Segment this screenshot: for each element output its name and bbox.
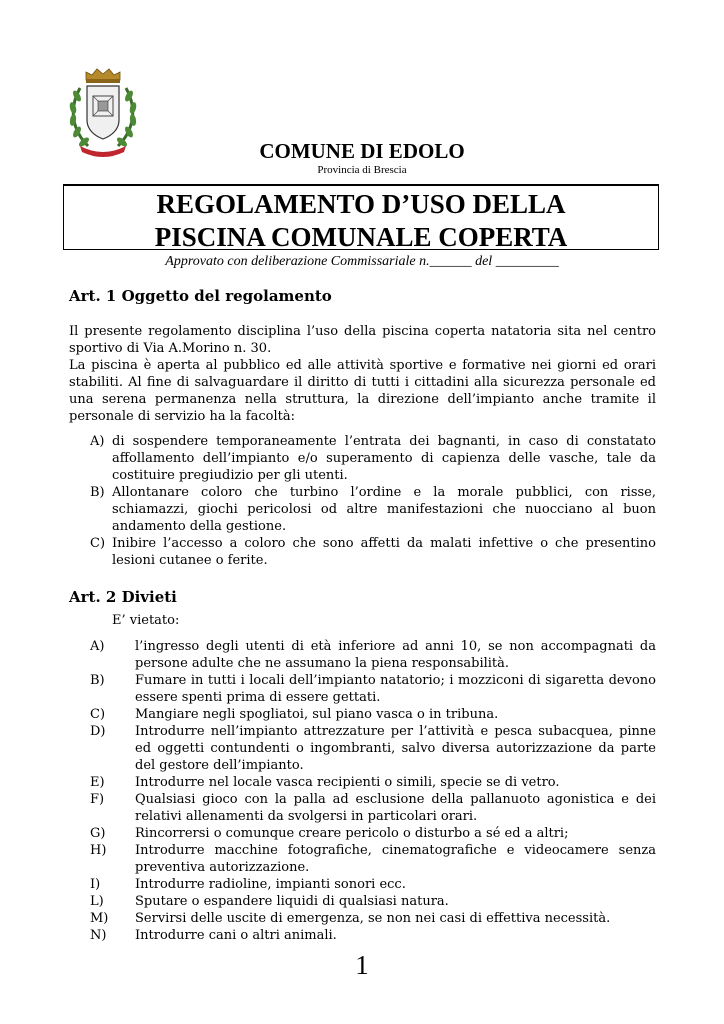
list-item-text: Sputare o espandere liquidi di qualsiasi natura. bbox=[135, 894, 449, 909]
list-item bbox=[90, 893, 656, 910]
list-marker: H) bbox=[90, 843, 107, 858]
list-item bbox=[90, 535, 656, 569]
article-2-heading: Art. 2 Divieti bbox=[69, 588, 177, 606]
article-2-intro: E’ vietato: bbox=[112, 613, 180, 628]
list-item-text: Servirsi delle uscite di emergenza, se non nei casi di effettiva necessità. bbox=[135, 911, 611, 926]
list-item bbox=[90, 723, 656, 774]
list-marker: M) bbox=[90, 911, 109, 926]
province-name: Provincia di Brescia bbox=[317, 164, 407, 176]
list-item-text: Introdurre radioline, impianti sonori ecc. bbox=[135, 877, 406, 892]
list-item-text: Mangiare negli spogliatoi, sul piano vasca o in tribuna. bbox=[135, 707, 499, 722]
list-item-text: di sospendere temporaneamente l’entrata dei bagnanti, in caso di constatato affollamento dell’impianto e/o superamento di capienza delle vasche, tale da costituire pregiudizio per gli utenti. bbox=[112, 434, 656, 483]
list-item bbox=[90, 672, 656, 706]
list-marker: G) bbox=[90, 826, 106, 841]
list-item bbox=[90, 706, 656, 723]
list-marker: D) bbox=[90, 724, 106, 739]
list-item-text: Rincorrersi o comunque creare pericolo o disturbo a sé ed a altri; bbox=[135, 826, 569, 841]
list-marker: C) bbox=[90, 536, 106, 551]
regulation-title-line-1: REGOLAMENTO D’USO DELLA bbox=[156, 189, 566, 219]
list-item bbox=[90, 791, 656, 825]
list-item bbox=[90, 927, 656, 944]
list-item-text: Introdurre nell’impianto attrezzature per l’attività e pesca subacquea, pinne ed oggetti contundenti o ingombranti, salvo diversa autorizzazione da parte del gestore dell’impianto. bbox=[135, 724, 656, 773]
list-marker: B) bbox=[90, 485, 105, 500]
list-item-text: Introdurre cani o altri animali. bbox=[135, 928, 337, 943]
list-marker: N) bbox=[90, 928, 107, 943]
article-1-list bbox=[90, 433, 656, 569]
approval-note: Approvato con deliberazione Commissariale n.______ del _________ bbox=[165, 254, 559, 269]
article-1-paragraph-2: La piscina è aperta al pubblico ed alle attività sportive e formative nei giorni ed orari stabiliti. Al fine di salvaguardare il diritto di tutti i cittadini alla sicurezza personale ed una serena permanenza nella struttura, la direzione dell’impianto anche tramite il personale di servizio ha la facoltà: bbox=[69, 358, 656, 424]
list-marker: A) bbox=[90, 434, 105, 449]
article-1-heading: Art. 1 Oggetto del regolamento bbox=[69, 287, 332, 305]
list-marker: A) bbox=[90, 639, 105, 654]
list-item bbox=[90, 842, 656, 876]
list-item-text: Inibire l’accesso a coloro che sono affetti da malati infettive o che presentino lesioni cutanee o ferite. bbox=[112, 536, 656, 568]
list-item-text: Introdurre macchine fotografiche, cinematografiche e videocamere senza preventiva autorizzazione. bbox=[135, 843, 656, 875]
list-item-text: Fumare in tutti i locali dell’impianto natatorio; i mozziconi di sigaretta devono essere spenti prima di essere gettati. bbox=[135, 673, 656, 705]
list-item bbox=[90, 825, 656, 842]
article-1-paragraph-1: Il presente regolamento disciplina l’uso della piscina coperta natatoria sita nel centro sportivo di Via A.Morino n. 30. bbox=[69, 324, 656, 356]
list-marker: F) bbox=[90, 792, 105, 807]
municipality-name: COMUNE DI EDOLO bbox=[259, 139, 465, 163]
regulation-title-box bbox=[63, 184, 659, 250]
regulation-title-line-2: PISCINA COMUNALE COPERTA bbox=[154, 222, 568, 252]
list-marker: E) bbox=[90, 775, 105, 790]
article-2-list bbox=[90, 638, 656, 944]
list-marker: I) bbox=[90, 877, 101, 892]
list-item bbox=[90, 638, 656, 672]
list-item-text: Allontanare coloro che turbino l’ordine e la morale pubblici, con risse, schiamazzi, giochi pericolosi od altre manifestazioni che nuocciano al buon andamento della gestione. bbox=[112, 485, 656, 534]
list-marker: L) bbox=[90, 894, 104, 909]
list-item bbox=[90, 433, 656, 484]
list-item-text: l’ingresso degli utenti di età inferiore ad anni 10, se non accompagnati da persone adulte che ne assumano la piena responsabilità. bbox=[135, 639, 656, 671]
list-item bbox=[90, 774, 656, 791]
list-marker: B) bbox=[90, 673, 105, 688]
list-item-text: Introdurre nel locale vasca recipienti o simili, specie se di vetro. bbox=[135, 775, 560, 790]
list-item bbox=[90, 484, 656, 535]
list-item bbox=[90, 910, 656, 927]
list-item bbox=[90, 876, 656, 893]
page-number: 1 bbox=[355, 950, 369, 980]
list-item-text: Qualsiasi gioco con la palla ad esclusione della pallanuoto agonistica e dei relativi allenamenti da svolgersi in particolari orari. bbox=[135, 792, 656, 824]
list-marker: C) bbox=[90, 707, 106, 722]
